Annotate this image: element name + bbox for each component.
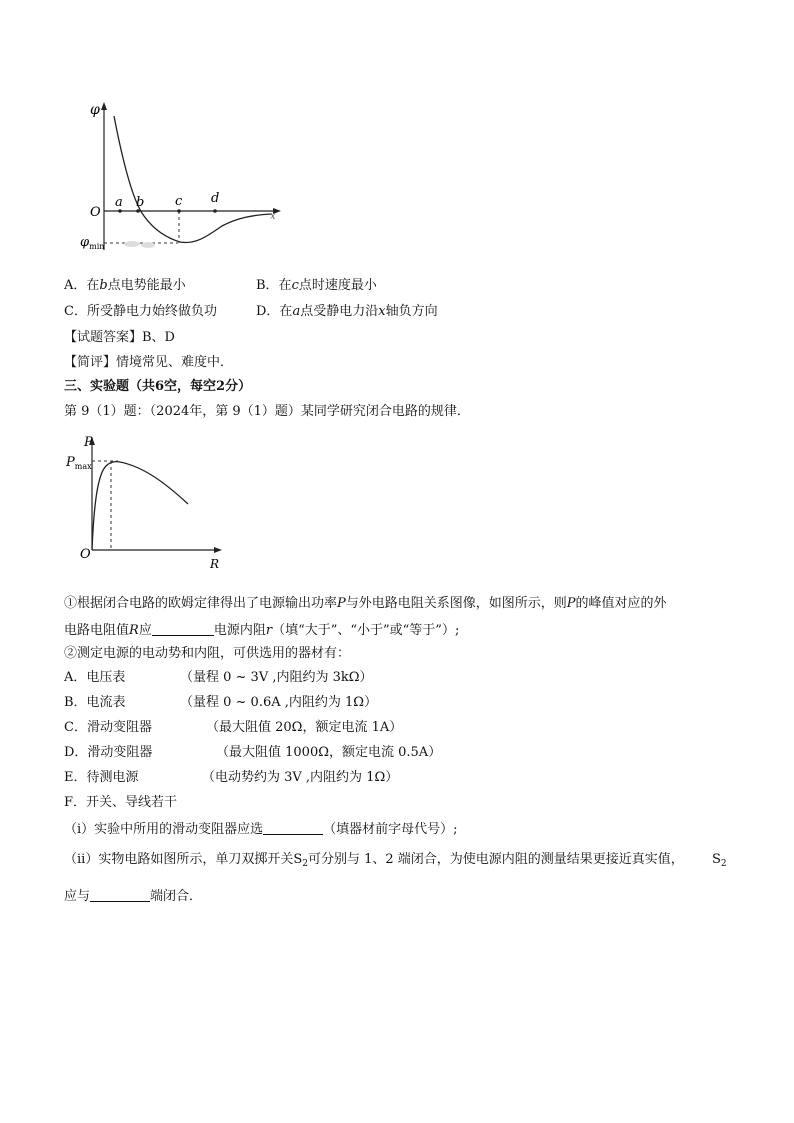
option-b-var: c: [291, 278, 299, 293]
q9-i-line: [64, 821, 458, 836]
q9-1-part1: ①根据闭合电路的欧姆定律得出了电源输出功率: [64, 596, 338, 611]
equipment-spec: （量程 0 ~ 0.6A ,内阻约为 1Ω）: [180, 695, 378, 710]
q9-1-var-r: R: [129, 623, 139, 638]
q9-intro: 第 9（1）题：（2024年，第 9（1）题）某同学研究闭合电路的规律．: [64, 404, 470, 419]
phi-axis-arrow: [101, 102, 107, 110]
option-a-var: b: [99, 278, 108, 293]
q9-1-line2-mid: 应: [138, 623, 152, 638]
q9-i-pre: （i）实验中所用的滑动变阻器应选: [64, 822, 264, 837]
potential-curve: [114, 116, 272, 243]
a-label: a: [115, 195, 123, 210]
comment-line: 【简评】情境常见、难度中．: [64, 355, 234, 370]
option-b-post: 点时速度最小: [298, 278, 377, 293]
equipment-item: [64, 796, 177, 809]
option-d: [256, 305, 438, 318]
point-c: [177, 209, 181, 213]
q9-1-var-p2: P: [566, 596, 576, 611]
q9-ii-line1: [64, 853, 684, 869]
q9-1-line2-pre: 电路电阻值: [64, 623, 130, 638]
q9-1-line2-post1: 电源内阻: [213, 623, 266, 638]
smudge-mark: [141, 242, 155, 248]
option-d-mid: 点受静电力沿: [300, 304, 379, 319]
option-c: C．所受静电力始终做负功: [64, 304, 217, 319]
origin-label: O: [90, 205, 101, 220]
d-label: d: [211, 191, 220, 206]
option-a: [64, 279, 186, 292]
q9-1-var-r2: r: [265, 623, 273, 638]
potential-graph: [72, 98, 292, 258]
answer-line: 【试题答案】B、D: [64, 330, 175, 345]
equipment-spec: （最大阻值 1000Ω，额定电流 0.5A）: [216, 745, 442, 760]
q9-ii-pre: （ii）实物电路如图所示，单刀双掷开关: [64, 852, 294, 867]
equipment-spec: （量程 0 ~ 3V ,内阻约为 3kΩ）: [180, 670, 373, 685]
phi-label: φ: [90, 102, 100, 118]
p-label: P: [84, 435, 93, 450]
option-d-var2: x: [378, 304, 386, 319]
s2-symbol-end: $S_2$: [712, 852, 727, 869]
q9-ii-line2: [64, 888, 202, 903]
q9-1-line2-post2: （填“大于”、“小于”或“等于”）;: [272, 623, 460, 638]
q9-ii-line2-pre: 应与: [64, 889, 91, 904]
option-d-pre: D．在: [256, 304, 293, 319]
smudge-mark: [124, 241, 140, 247]
equipment-label: F．开关、导线若干: [64, 795, 178, 810]
option-b: [256, 279, 377, 292]
phimin-label: $\varphi_{min}$: [80, 235, 105, 251]
equipment-label: C．滑动变阻器: [64, 720, 152, 735]
power-curve: [92, 462, 188, 550]
equipment-item: [64, 746, 152, 759]
equipment-item: [64, 671, 125, 684]
c-label: c: [175, 194, 183, 209]
q9-i-post: （填器材前字母代号）;: [323, 822, 458, 837]
pmax-label: $P_{max}$: [66, 455, 92, 471]
answer-blank-2[interactable]: [263, 821, 323, 835]
equipment-item: [64, 721, 152, 734]
equipment-label: D．滑动变阻器: [64, 745, 153, 760]
option-d-post: 轴负方向: [385, 304, 438, 319]
b-label: b: [136, 195, 145, 210]
equipment-label: E．待测电源: [64, 770, 139, 785]
q9-2-intro: ②测定电源的电动势和内阻，可供选用的器材有：: [64, 646, 351, 661]
equipment-label: A．电压表: [64, 670, 126, 685]
q9-ii-post: 可分别与 1、2 端闭合，为使电源内阻的测量结果更接近真实值，: [307, 852, 684, 867]
equipment-item: [64, 771, 139, 784]
origin-label: O: [80, 547, 91, 562]
r-axis-arrow: [214, 547, 222, 553]
q9-1-var-p: P: [337, 596, 346, 611]
point-d: [213, 209, 217, 213]
q9-1-part3: 的峰值对应的外: [575, 596, 667, 611]
answer-blank-3[interactable]: [90, 888, 150, 902]
section-heading: 三、实验题（共6空，每空2分）: [64, 379, 252, 394]
power-resistance-graph: [60, 432, 230, 572]
r-label: R: [210, 557, 220, 571]
x-label: x: [270, 211, 276, 222]
option-a-pre: A．在: [64, 278, 100, 293]
q9-1-line1: [64, 597, 667, 610]
equipment-item: [64, 696, 126, 709]
q9-1-part2: 与外电路电阻关系图像，如图所示，则: [345, 596, 567, 611]
q9-1-line2: [64, 622, 459, 637]
equipment-spec: （最大阻值 20Ω，额定电流 1A）: [206, 720, 403, 735]
equipment-label: B．电流表: [64, 695, 126, 710]
q9-ii-line2-post: 端闭合．: [150, 889, 203, 904]
option-d-var: a: [292, 304, 301, 319]
answer-blank-1[interactable]: [152, 622, 214, 636]
equipment-spec: （电动势约为 3V ,内阻约为 1Ω）: [202, 770, 399, 785]
option-b-pre: B．在: [256, 278, 292, 293]
option-a-post: 点电势能最小: [107, 278, 186, 293]
s2-symbol: $S_2$: [293, 852, 308, 869]
